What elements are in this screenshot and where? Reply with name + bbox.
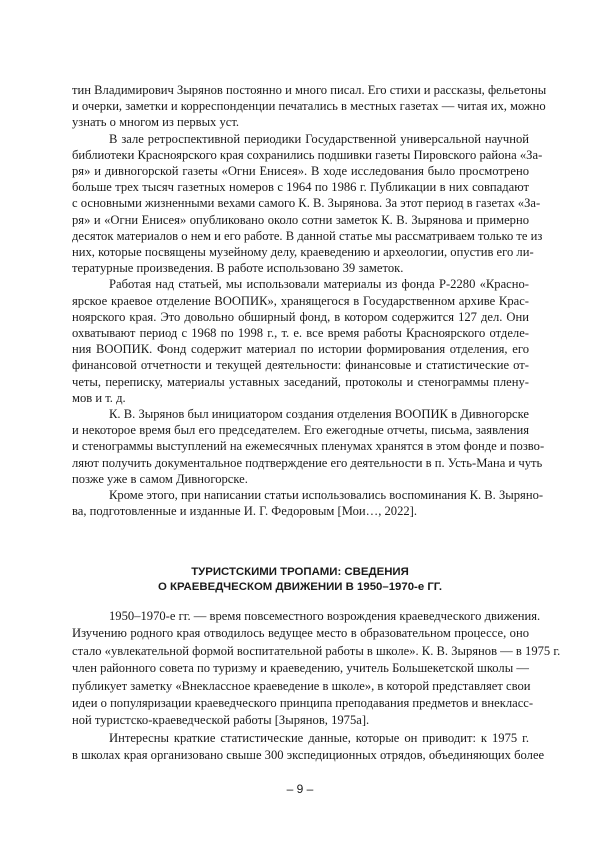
text-line: ляют получить документальное подтверждение его деятельности в п. Усть-Мана и чуть — [72, 455, 543, 470]
text-line: ной туристско-краеведческой работы [Зырянов, 1975а]. — [72, 713, 370, 728]
section-heading-line: О КРАЕВЕДЧЕСКОМ ДВИЖЕНИИ В 1950–1970-е ГГ. — [157, 581, 442, 593]
body-text-bottom — [72, 608, 561, 765]
text-line: член районного совета по туризму и краеведению, учитель Большекетской школы — — [72, 661, 529, 676]
text-line: в школах края организовано свыше 300 экспедиционных отрядов, объединяющих более — [72, 748, 545, 763]
text-line: них, которые посвящены музейному делу, краеведению и археологии, опустив его ли- — [72, 245, 534, 260]
text-line: стало «увлекательной формой воспитательной работы в школе». К. В. Зырянов — в 1975 г. — [72, 643, 561, 658]
text-line: и некоторое время был его председателем. Его ежегодные отчеты, письма, заявления — [72, 423, 529, 438]
text-line: четы, переписку, материалы уставных заседаний, протоколы и стенограммы плену- — [72, 374, 529, 389]
text-line: ния ВООПИК. Фонд содержит материал по истории формирования отделения, его — [72, 342, 529, 357]
text-line: с основными жизненными вехами самого К. В. Зырянова. За этот период в газетах «За- — [72, 196, 541, 211]
text-line: позже уже в самом Дивногорске. — [72, 471, 248, 486]
paragraph — [72, 131, 543, 277]
text-line: Работая над статьей, мы использовали материалы из фонда Р-2280 «Красно- — [109, 277, 529, 292]
text-line: ярское краевое отделение ВООПИК», хранящегося в Государственном архиве Крас- — [72, 293, 529, 308]
text-line: Кроме этого, при написании статьи использовались воспоминания К. В. Зыряно- — [109, 488, 544, 503]
paragraph — [72, 406, 545, 487]
text-line: тературные произведения. В работе использовано 39 заметок. — [72, 261, 404, 276]
text-line: 1950–1970-е гг. — время повсеместного возрождения краеведческого движения. — [109, 609, 541, 623]
text-line: тин Владимирович Зырянов постоянно и много писал. Его стихи и рассказы, фельетоны — [72, 83, 547, 97]
page-number: – 9 – — [286, 782, 314, 796]
section-heading — [0, 565, 600, 595]
text-line: и стенограммы выступлений на ежемесячных пленумах хранятся в этом фонде и позво- — [72, 439, 545, 454]
paragraph — [72, 82, 547, 131]
paragraph — [72, 487, 544, 519]
text-line: библиотеки Красноярского края сохранились подшивки газеты Пировского района «За- — [72, 147, 543, 162]
text-line: В зале ретроспективной периодики Государственной универсальной научной — [109, 131, 529, 146]
text-line: десяток материалов о нем и его работе. В данной статье мы рассматриваем только те из — [72, 228, 543, 243]
text-line: мов и т. д. — [72, 390, 126, 405]
text-line: узнать о многом из первых уст. — [72, 115, 240, 130]
text-line: охватывают период с 1968 по 1998 г., т. е. все время работы Красноярского отделе- — [72, 326, 529, 341]
text-line: ря» и дивногорской газеты «Огни Енисея». В ходе исследования было просмотрено — [72, 164, 529, 179]
text-line: идеи о популяризации краеведческого принципа преподавания предметов и внекласс- — [72, 696, 534, 711]
section-heading-line: ТУРИСТСКИМИ ТРОПАМИ: СВЕДЕНИЯ — [191, 566, 409, 578]
text-line: ноярского края. Это довольно обширный фонд, в котором содержится 127 дел. Они — [72, 309, 529, 324]
text-line: и очерки, заметки и корреспонденции печатались в местных газетах — читая их, можно — [72, 99, 546, 114]
paragraph — [72, 730, 545, 765]
text-line: ва, подготовленные и изданные И. Г. Федоровым [Мои…, 2022]. — [72, 504, 418, 519]
text-line: финансовой отчетности и текущей деятельности: финансовые и статистические от- — [72, 358, 529, 373]
text-line: Интересны краткие статистические данные, которые он приводит: к 1975 г. — [109, 730, 529, 745]
text-line: К. В. Зырянов был инициатором создания отделения ВООПИК в Дивногорске — [109, 407, 529, 422]
text-line: публикует заметку «Внеклассное краеведение в школе», в которой представляет свои — [72, 678, 531, 693]
paragraph — [72, 608, 561, 730]
text-line: Изучению родного края отводилось ведущее место в образовательном процессе, оно — [72, 626, 529, 641]
body-text-top — [72, 82, 547, 519]
text-line: больше трех тысяч газетных номеров с 1964 по 1986 г. Публикации в них совпадают — [72, 180, 529, 195]
text-line: ря» и «Огни Енисея» опубликовано около сотни заметок К. В. Зырянова и примерно — [72, 212, 529, 227]
paragraph — [72, 276, 529, 406]
